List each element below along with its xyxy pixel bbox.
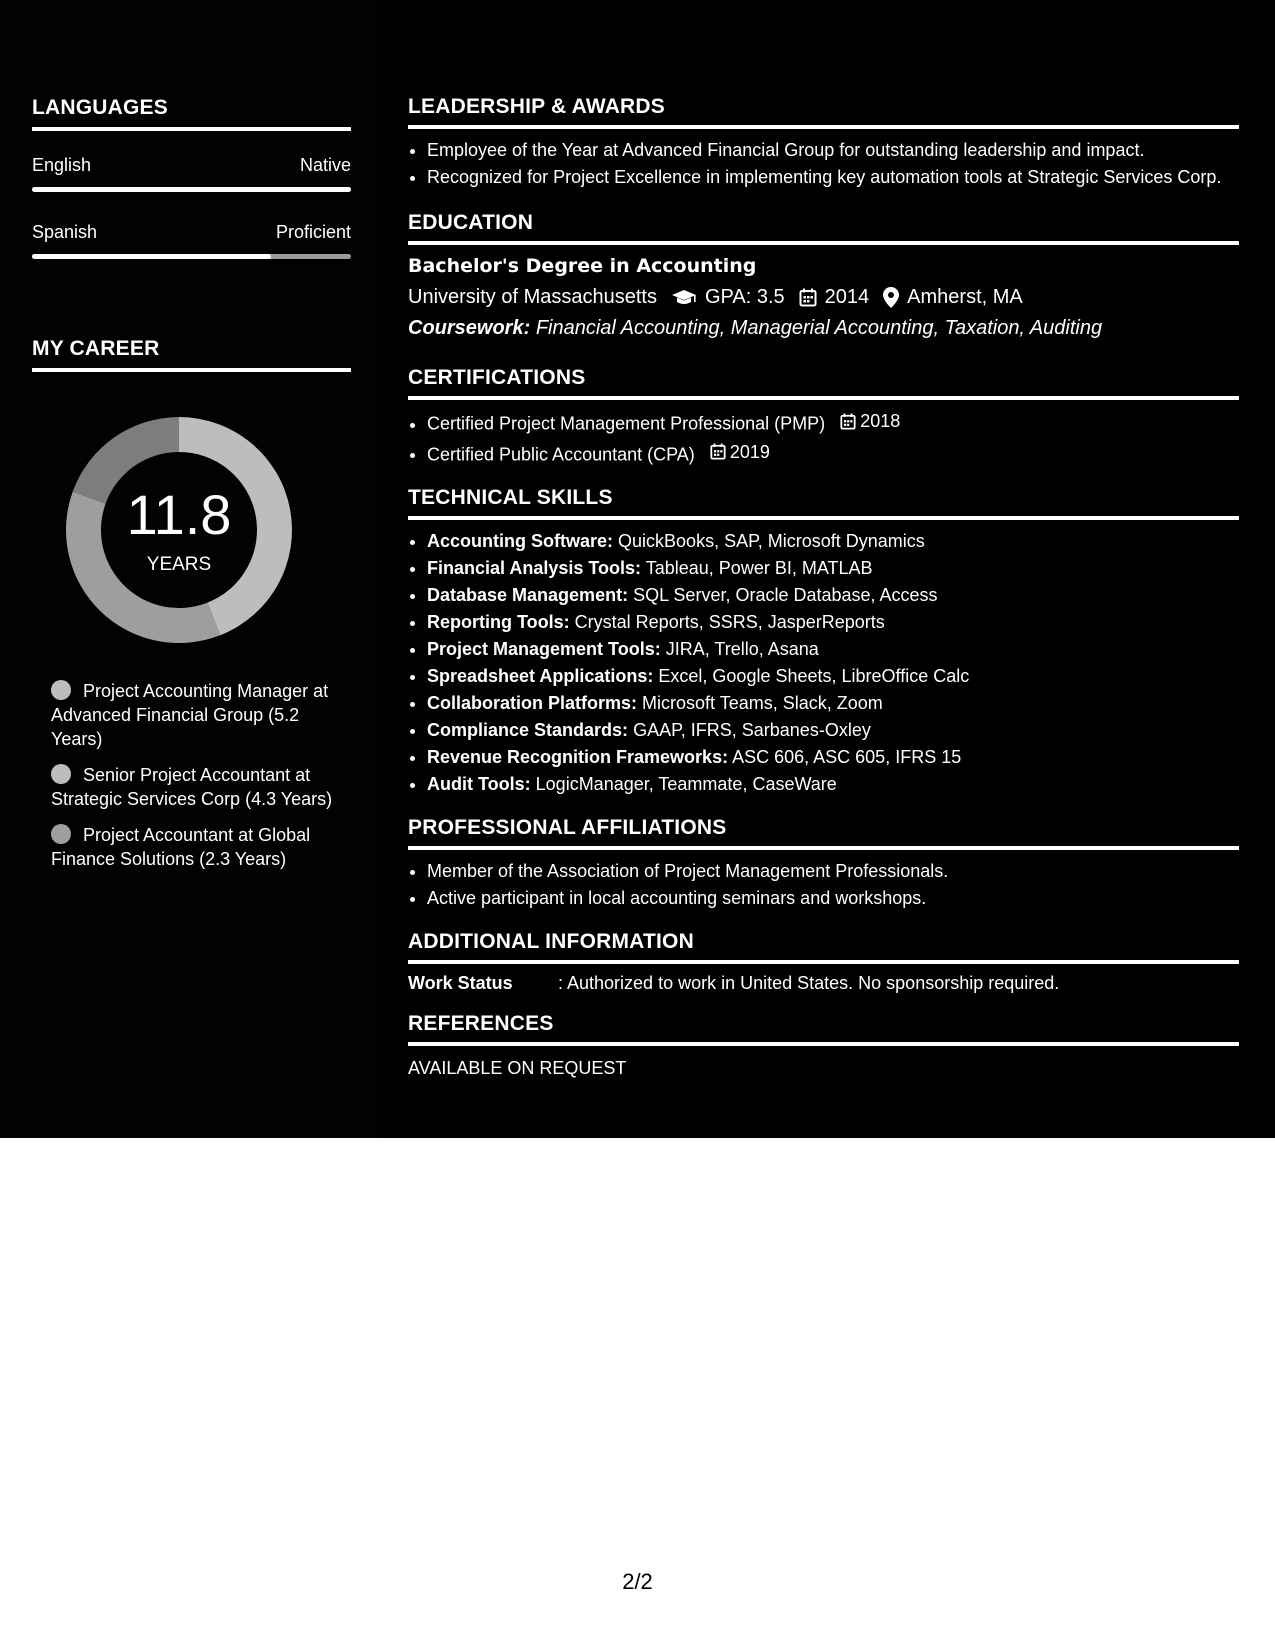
gpa: GPA: 3.5 <box>704 286 785 308</box>
skill-item <box>427 609 1239 636</box>
language-level: Proficient <box>275 222 351 242</box>
references-section <box>408 1012 1239 1079</box>
certification-year: 2019 <box>729 441 770 462</box>
leadership-heading: LEADERSHIP & AWARDS <box>408 95 1239 129</box>
degree-title: Bachelor's Degree in Accounting <box>408 255 757 277</box>
school-name: University of Massachusetts <box>408 286 657 308</box>
skill-label: Project Management Tools: <box>427 639 661 659</box>
leadership-item: • Recognized for Project Excellence in implementing key automation tools at Strategic Services Corp. <box>427 165 1239 189</box>
skill-value: QuickBooks, SAP, Microsoft Dynamics <box>618 531 925 551</box>
skill-item <box>427 555 1239 582</box>
skill-value: Crystal Reports, SSRS, JasperReports <box>574 612 885 632</box>
page-number: 2/2 <box>622 1569 653 1594</box>
skill-item <box>427 528 1239 555</box>
skill-item <box>427 636 1239 663</box>
career-list <box>51 679 333 871</box>
career-total-years: 11.8 <box>126 483 232 546</box>
language-name: Spanish <box>32 222 98 242</box>
language-item-english <box>32 155 351 192</box>
career-item-text: Project Accounting Manager at Advanced Financial Group (5.2 Years) <box>51 681 329 749</box>
additional-info-heading: ADDITIONAL INFORMATION <box>408 930 1239 964</box>
certification-item <box>427 407 1239 438</box>
skill-label: Financial Analysis Tools: <box>427 558 642 578</box>
leadership-section <box>408 95 1239 189</box>
skill-value: Microsoft Teams, Slack, Zoom <box>642 693 883 713</box>
education-meta <box>408 286 1239 309</box>
skill-value: SQL Server, Oracle Database, Access <box>633 585 938 605</box>
work-status-label: Work Status <box>408 973 513 993</box>
coursework-list: Financial Accounting, Managerial Accounting, Taxation, Auditing <box>535 317 1103 339</box>
career-legend-dot <box>51 680 71 700</box>
school-location: Amherst, MA <box>907 286 1023 308</box>
work-status-row <box>408 973 1239 994</box>
skill-value: Excel, Google Sheets, LibreOffice Calc <box>658 666 970 686</box>
language-name: English <box>32 155 92 175</box>
skill-value: ASC 606, ASC 605, IFRS 15 <box>732 747 962 767</box>
graduation-year: 2014 <box>824 286 870 308</box>
graduation-cap-icon <box>671 289 697 307</box>
affiliations-section <box>408 816 1239 912</box>
certification-year: 2018 <box>860 411 901 431</box>
languages-heading: LANGUAGES <box>32 96 351 131</box>
skill-item <box>427 771 1239 798</box>
skill-value: JIRA, Trello, Asana <box>665 639 819 659</box>
career-years-unit: YEARS <box>146 554 212 575</box>
career-legend-dot <box>51 824 71 844</box>
technical-skills-section <box>408 486 1239 798</box>
references-text: AVAILABLE ON REQUEST <box>408 1058 627 1078</box>
language-level-fill <box>32 254 271 259</box>
leadership-item: • Employee of the Year at Advanced Financial Group for outstanding leadership and impact. <box>427 138 1239 162</box>
location-pin-icon <box>883 287 899 308</box>
skill-item <box>427 717 1239 744</box>
affiliations-heading: PROFESSIONAL AFFILIATIONS <box>408 816 1239 850</box>
education-section <box>408 211 1239 340</box>
affiliation-item: • Member of the Association of Project Management Professionals. <box>427 858 1239 885</box>
additional-info-section <box>408 930 1239 994</box>
career-legend-dot <box>51 764 71 784</box>
certification-name: Certified Public Accountant (CPA) <box>427 444 695 464</box>
career-item <box>51 823 333 871</box>
skill-value: LogicManager, Teammate, CaseWare <box>535 774 837 794</box>
skill-label: Reporting Tools: <box>427 612 570 632</box>
calendar-icon <box>799 288 817 307</box>
coursework <box>408 317 1239 340</box>
language-level-bar <box>32 254 351 259</box>
skill-label: Spreadsheet Applications: <box>427 666 654 686</box>
skill-label: Compliance Standards: <box>427 720 629 740</box>
skill-item <box>427 663 1239 690</box>
sidebar <box>32 96 351 883</box>
work-status-value: : Authorized to work in United States. No sponsorship required. <box>558 973 1060 993</box>
references-heading: REFERENCES <box>408 1012 1239 1046</box>
skill-item <box>427 744 1239 771</box>
certifications-heading: CERTIFICATIONS <box>408 366 1239 400</box>
coursework-label: Coursework: <box>408 317 531 339</box>
language-level-bar <box>32 187 351 192</box>
skill-label: Collaboration Platforms: <box>427 693 638 713</box>
education-heading: EDUCATION <box>408 211 1239 245</box>
career-donut-chart <box>66 417 292 643</box>
skill-value: Tableau, Power BI, MATLAB <box>645 558 873 578</box>
technical-skills-heading: TECHNICAL SKILLS <box>408 486 1239 520</box>
career-item-text: Senior Project Accountant at Strategic Services Corp (4.3 Years) <box>51 765 333 809</box>
language-level-fill <box>32 187 351 192</box>
calendar-icon <box>840 413 856 430</box>
affiliation-item: • Active participant in local accounting seminars and workshops. <box>427 885 1239 912</box>
certification-name: Certified Project Management Professional (PMP) <box>427 413 826 434</box>
career-item <box>51 679 333 751</box>
certification-item <box>427 438 1239 469</box>
skill-label: Accounting Software: <box>427 531 614 551</box>
career-item-text: Project Accountant at Global Finance Solutions (2.3 Years) <box>51 825 311 869</box>
career-heading: MY CAREER <box>32 337 351 372</box>
skill-label: Revenue Recognition Frameworks: <box>427 747 729 767</box>
calendar-icon <box>710 443 726 460</box>
skill-label: Audit Tools: <box>427 774 531 794</box>
language-level: Native <box>299 155 351 175</box>
certifications-section <box>408 366 1239 468</box>
career-item <box>51 763 333 811</box>
main-content <box>408 95 1239 1097</box>
skill-value: GAAP, IFRS, Sarbanes-Oxley <box>633 720 871 740</box>
skill-label: Database Management: <box>427 585 629 605</box>
skill-item <box>427 582 1239 609</box>
language-item-spanish <box>32 222 351 259</box>
skill-item <box>427 690 1239 717</box>
